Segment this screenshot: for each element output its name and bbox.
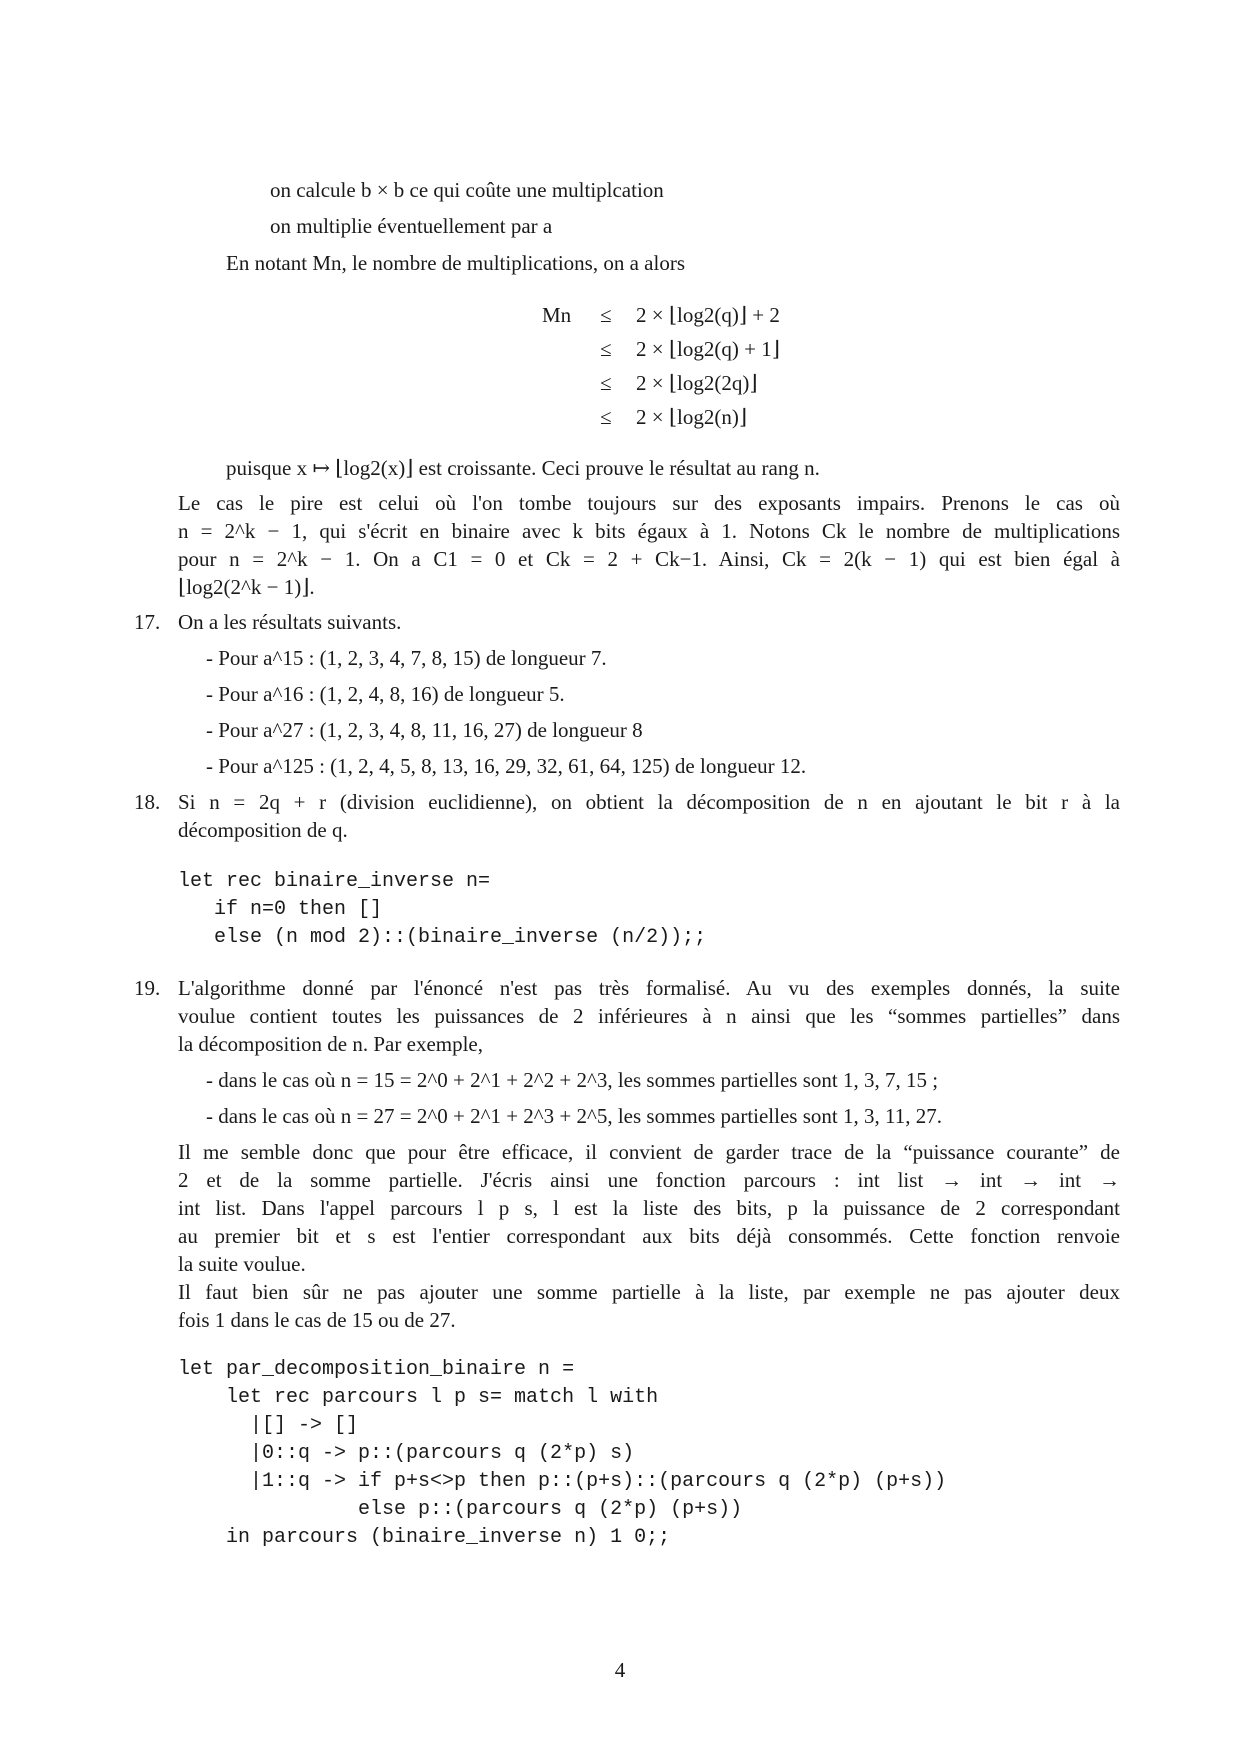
intro-line-1: on calcule b × b ce qui coûte une multiplcation: [270, 178, 664, 202]
q17-item-4: - Pour a^125 : (1, 2, 4, 5, 8, 13, 16, 29, 32, 61, 64, 125) de longueur 12.: [206, 754, 807, 778]
q19-code-line-6: else p::(parcours q (2*p) (p+s)): [178, 1498, 743, 1521]
q19-para3-line-2: fois 1 dans le cas de 15 ou de 27.: [178, 1308, 456, 1332]
q19-code-line-5: |1::q -> if p+s<>p then p::(p+s)::(parcours q (2*p) (p+s)): [178, 1470, 947, 1493]
q19-example-1: - dans le cas où n = 15 = 2^0 + 2^1 + 2^2 + 2^3, les sommes partielles sont 1, 3, 7, 15 ;: [206, 1068, 939, 1092]
q19-code-line-2: let rec parcours l p s= match l with: [178, 1386, 659, 1409]
q19-para3-line-1: Il faut bien sûr ne pas ajouter une somme partielle à la liste, par exemple ne pas ajouter deux: [178, 1280, 1120, 1304]
ineq-rel-3: ≤: [600, 371, 612, 395]
q19-para2-line-4: au premier bit et s est l'entier correspondant aux bits déjà consommés. Cette fonction renvoie: [178, 1224, 1120, 1248]
q18-number: 18.: [134, 790, 161, 814]
q19-code-line-4: |0::q -> p::(parcours q (2*p) s): [178, 1442, 635, 1465]
q19-para2-line-5: la suite voulue.: [178, 1252, 306, 1276]
q19-code-line-3: |[] -> []: [178, 1414, 359, 1437]
q17-item-2: - Pour a^16 : (1, 2, 4, 8, 16) de longueur 5.: [206, 682, 565, 706]
q18-line-2: décomposition de q.: [178, 818, 348, 842]
q19-para2-line-3: int list. Dans l'appel parcours l p s, l est la liste des bits, p la puissance de 2 correspondant: [178, 1196, 1120, 1220]
q19-example-2: - dans le cas où n = 27 = 2^0 + 2^1 + 2^3 + 2^5, les sommes partielles sont 1, 3, 11, 27.: [206, 1104, 942, 1128]
q18-line-1: Si n = 2q + r (division euclidienne), on obtient la décomposition de n en ajoutant le bit r à la: [178, 790, 1120, 814]
worst-case-line-2: n = 2^k − 1, qui s'écrit en binaire avec k bits égaux à 1. Notons Ck le nombre de multiplications: [178, 519, 1120, 543]
q18-code-line-2: if n=0 then []: [178, 898, 383, 921]
q19-code-line-7: in parcours (binaire_inverse n) 1 0;;: [178, 1526, 671, 1549]
ineq-row-3: 2 × ⌊log2(2q)⌋: [636, 371, 758, 395]
q19-number: 19.: [134, 976, 161, 1000]
q19-para1-line-3: la décomposition de n. Par exemple,: [178, 1032, 484, 1056]
intro-line-3: En notant Mn, le nombre de multiplications, on a alors: [226, 251, 685, 275]
ineq-row-4: 2 × ⌊log2(n)⌋: [636, 405, 748, 429]
worst-case-line-3: pour n = 2^k − 1. On a C1 = 0 et Ck = 2 + Ck−1. Ainsi, Ck = 2(k − 1) qui est bien égal à: [178, 547, 1120, 571]
after-inequality-text: puisque x ↦ ⌊log2(x)⌋ est croissante. Ceci prouve le résultat au rang n.: [226, 456, 820, 480]
ineq-rel-4: ≤: [600, 405, 612, 429]
worst-case-line-4: ⌊log2(2^k − 1)⌋.: [178, 575, 315, 599]
q17-intro: On a les résultats suivants.: [178, 610, 402, 634]
q19-para1-line-1: L'algorithme donné par l'énoncé n'est pas très formalisé. Au vu des exemples donnés, la suite: [178, 976, 1120, 1000]
ineq-lhs: Mn: [542, 303, 572, 327]
q18-code-line-3: else (n mod 2)::(binaire_inverse (n/2));;: [178, 926, 707, 949]
ineq-row-2: 2 × ⌊log2(q) + 1⌋: [636, 337, 780, 361]
ineq-rel-2: ≤: [600, 337, 612, 361]
ineq-rel-1: ≤: [600, 303, 612, 327]
q19-code-line-1: let par_decomposition_binaire n =: [178, 1358, 575, 1381]
q17-item-3: - Pour a^27 : (1, 2, 3, 4, 8, 11, 16, 27) de longueur 8: [206, 718, 643, 742]
q19-para2-line-2: 2 et de la somme partielle. J'écris ainsi une fonction parcours : int list → int → int →: [178, 1168, 1120, 1192]
q17-number: 17.: [134, 610, 161, 634]
q19-para2-line-1: Il me semble donc que pour être efficace, il convient de garder trace de la “puissance courante” de: [178, 1140, 1120, 1164]
q19-para1-line-2: voulue contient toutes les puissances de 2 inférieures à n ainsi que les “sommes partielles” dans: [178, 1004, 1120, 1028]
q17-item-1: - Pour a^15 : (1, 2, 3, 4, 7, 8, 15) de longueur 7.: [206, 646, 607, 670]
ineq-row-1: 2 × ⌊log2(q)⌋ + 2: [636, 303, 780, 327]
intro-line-2: on multiplie éventuellement par a: [270, 214, 553, 238]
q18-code-line-1: let rec binaire_inverse n=: [178, 870, 491, 893]
worst-case-line-1: Le cas le pire est celui où l'on tombe toujours sur des exposants impairs. Prenons le cas où: [178, 491, 1120, 515]
page-number: 4: [614, 1658, 626, 1682]
